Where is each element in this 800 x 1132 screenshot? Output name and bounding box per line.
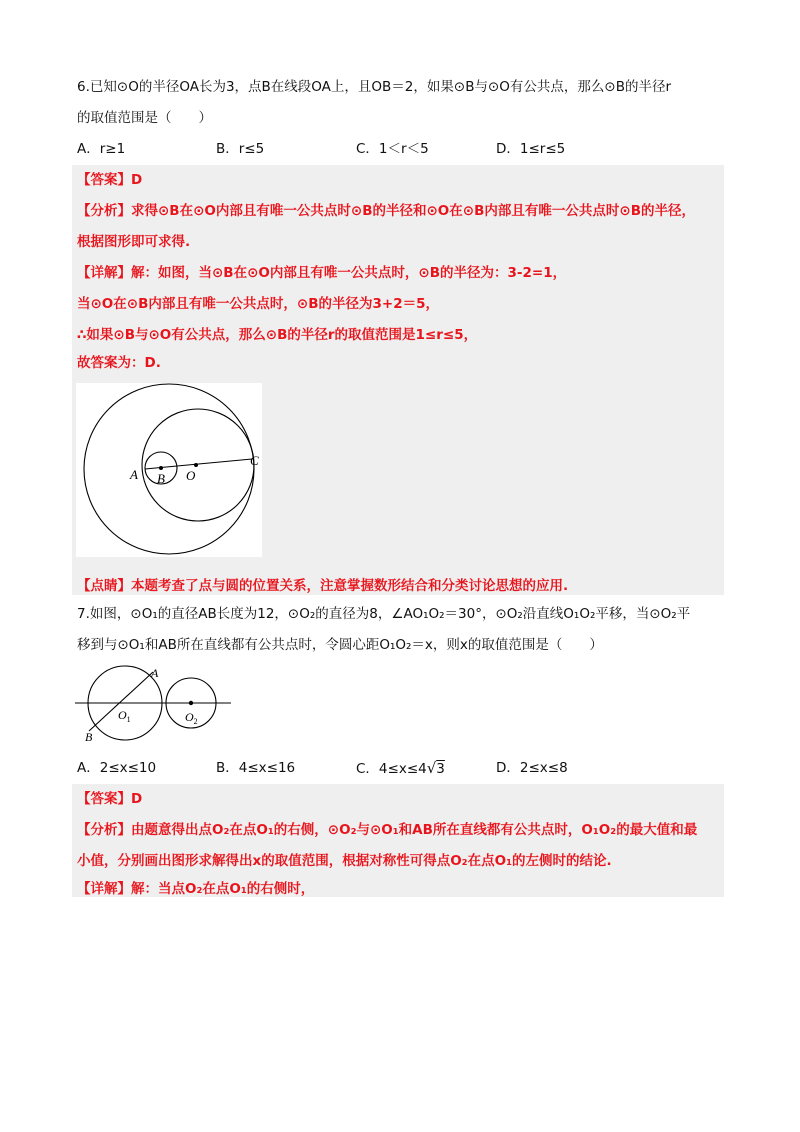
q6-answer-value: D xyxy=(131,172,143,188)
sqrt-symbol: √ xyxy=(426,759,437,777)
label-b: B xyxy=(157,471,165,486)
q7-circles-figure xyxy=(75,663,235,747)
label-b: B xyxy=(85,730,93,744)
q7-analysis-line-2: 小值，分别画出图形求解得出x的取值范围，根据对称性可得点O₂在点O₁的左侧时的结论. xyxy=(77,853,612,869)
q7-answer-tag: 【答案】 xyxy=(77,791,131,807)
q7-option-a: A．2≤x≤10 xyxy=(77,760,157,776)
q6-analysis-text-1: 求得⊙B在⊙O内部且有唯一公共点时⊙B的半径和⊙O在⊙B内部且有唯一公共点时⊙B的半径， xyxy=(131,203,695,219)
point-b xyxy=(159,466,163,470)
q6-circles-figure xyxy=(76,383,262,557)
q7-option-d: D．2≤x≤8 xyxy=(496,760,568,776)
q7-detail-text-1: 解：当点O₂在点O₁的右侧时， xyxy=(131,881,315,897)
q7-option-c xyxy=(356,758,445,779)
q7-analysis-text-1: 由题意得出点O₂在点O₁的右侧，⊙O₂与⊙O₁和AB所在直线都有公共点时，O₁O₂的最大值和最 xyxy=(131,822,698,838)
label-o2: $O_2$ xyxy=(185,710,198,726)
diameter-ab xyxy=(89,672,153,731)
q7-option-c-text: C．4≤x≤4 xyxy=(356,761,427,777)
q6-option-c: C．1＜r＜5 xyxy=(356,141,429,157)
label-o1: $O_1$ xyxy=(118,708,131,724)
point-o2 xyxy=(189,701,193,705)
q7-detail-line-1 xyxy=(77,879,314,899)
q6-analysis-line-1 xyxy=(77,201,695,221)
q6-option-a: A．r≥1 xyxy=(77,141,126,157)
q7-analysis-tag: 【分析】 xyxy=(77,822,131,838)
q7-analysis-line-1 xyxy=(77,820,697,840)
q6-option-b: B．r≤5 xyxy=(216,141,265,157)
label-c: C xyxy=(250,453,259,468)
point-o xyxy=(194,463,198,467)
q7-option-b: B．4≤x≤16 xyxy=(216,760,296,776)
q7-stem-line-2: 移到与⊙O₁和AB所在直线都有公共点时，令圆心距O₁O₂＝x，则x的取值范围是（ ） xyxy=(77,637,603,653)
q6-detail-tag: 【详解】 xyxy=(77,265,131,281)
q6-analysis-line-2: 根据图形即可求得. xyxy=(77,234,191,250)
label-a: A xyxy=(151,666,159,680)
q6-detail-text-1: 解：如图，当⊙B在⊙O内部且有唯一公共点时，⊙B的半径为：3-2=1， xyxy=(131,265,567,281)
q6-detail-line-3: ∴如果⊙B与⊙O有公共点，那么⊙B的半径r的取值范围是1≤r≤5， xyxy=(77,327,478,343)
q6-analysis-tag: 【分析】 xyxy=(77,203,131,219)
q6-stem-line-1: 6.已知⊙O的半径OA长为3，点B在线段OA上，且OB＝2，如果⊙B与⊙O有公共点，那么⊙B的半径r xyxy=(77,79,672,95)
q7-answer-line xyxy=(77,789,142,809)
q7-option-c-radicand: 3 xyxy=(436,761,445,777)
q6-comment-tag: 【点睛】 xyxy=(77,578,131,594)
q7-answer-value: D xyxy=(131,791,143,807)
q6-comment-text: 本题考查了点与圆的位置关系，注意掌握数形结合和分类讨论思想的应用. xyxy=(131,578,569,594)
q6-option-d: D．1≤r≤5 xyxy=(496,141,566,157)
q6-stem-line-2: 的取值范围是（ ） xyxy=(77,110,212,126)
q6-detail-line-4: 故答案为：D. xyxy=(77,355,161,371)
q6-comment-line xyxy=(77,576,568,596)
q6-answer-tag: 【答案】 xyxy=(77,172,131,188)
q6-answer-line xyxy=(77,170,142,190)
q6-detail-line-2: 当⊙O在⊙B内部且有唯一公共点时，⊙B的半径为3+2＝5， xyxy=(77,296,439,312)
label-a: A xyxy=(130,467,138,482)
q6-detail-line-1 xyxy=(77,263,566,283)
label-o: O xyxy=(186,468,196,483)
q7-detail-tag: 【详解】 xyxy=(77,881,131,897)
q7-stem-line-1: 7.如图，⊙O₁的直径AB长度为12，⊙O₂的直径为8，∠AO₁O₂＝30°，⊙O₂沿直线O₁O₂平移，当⊙O₂平 xyxy=(77,606,691,622)
